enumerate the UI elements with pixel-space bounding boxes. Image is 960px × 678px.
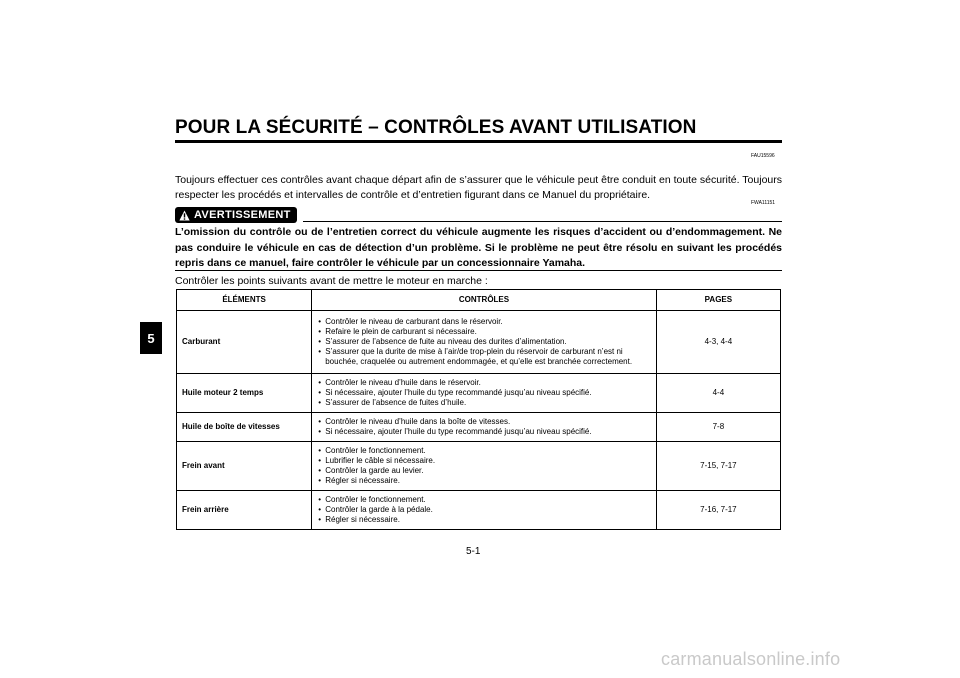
control-item: • Contrôler le niveau de carburant dans le réservoir. <box>318 317 652 327</box>
table-row <box>177 491 781 530</box>
control-item: • Contrôler le niveau d’huile dans le réservoir. <box>318 378 652 388</box>
row-controls <box>312 442 657 491</box>
checks-table <box>176 289 781 530</box>
watermark[interactable]: carmanualsonline.info <box>661 649 841 669</box>
control-item: • Contrôler le fonctionnement. <box>318 446 652 456</box>
control-item: • Contrôler la garde à la pédale. <box>318 505 652 515</box>
warning-header <box>175 207 782 223</box>
control-item: • S’assurer que la durite de mise à l’air/de trop-plein du réservoir de carburant n’est ni bouchée, craquelée ou autrement endommagée, et qu’elle est branchée correctement. <box>318 347 652 367</box>
row-controls <box>312 413 657 442</box>
table-row <box>177 442 781 491</box>
title-rule <box>175 140 782 143</box>
control-item: • Lubrifier le câble si nécessaire. <box>318 456 652 466</box>
control-item: • Contrôler la garde au levier. <box>318 466 652 476</box>
row-controls <box>312 374 657 413</box>
row-pages: 7-16, 7-17 <box>656 491 780 530</box>
row-pages: 4-3, 4-4 <box>656 311 780 374</box>
header-controls: CONTRÔLES <box>312 290 657 311</box>
warning-text: L’omission du contrôle ou de l’entretien correct du véhicule augmente les risques d’accident ou d’endommagement. Ne pas conduire le véhicule en cas de détection d’un problème. Si le problème ne peut être résolu en suivant les procédés repris dans ce manuel, faire contrôler le véhicule par un concessionnaire Yamaha. <box>175 226 782 269</box>
row-element: Frein arrière <box>177 491 312 530</box>
warning-rule <box>303 221 782 222</box>
control-item: • Si nécessaire, ajouter l’huile du type recommandé jusqu’au niveau spécifié. <box>318 388 652 398</box>
table-header-row <box>177 290 781 311</box>
warning-end-rule <box>175 270 782 271</box>
row-controls <box>312 311 657 374</box>
header-elements: ÉLÉMENTS <box>177 290 312 311</box>
page-number: 5-1 <box>466 546 481 557</box>
row-element: Huile moteur 2 temps <box>177 374 312 413</box>
page-title: POUR LA SÉCURITÉ – CONTRÔLES AVANT UTILISATION <box>175 117 697 138</box>
header-pages: PAGES <box>656 290 780 311</box>
intro-paragraph: Toujours effectuer ces contrôles avant chaque départ afin de s’assurer que le véhicule peut être conduit en toute sécurité. Toujours respecter les procédés et intervalles de contrôle et d’entretien figurant dans ce Manuel du propriétaire. <box>175 174 782 201</box>
row-element: Carburant <box>177 311 312 374</box>
row-controls <box>312 491 657 530</box>
row-element: Huile de boîte de vitesses <box>177 413 312 442</box>
warning-label: AVERTISSEMENT <box>194 209 291 221</box>
control-item: • Régler si nécessaire. <box>318 476 652 486</box>
control-item: • Contrôler le niveau d’huile dans la boîte de vitesses. <box>318 417 652 427</box>
row-pages: 4-4 <box>656 374 780 413</box>
table-intro: Contrôler les points suivants avant de mettre le moteur en marche : <box>175 275 488 287</box>
table-row <box>177 374 781 413</box>
control-item: • S’assurer de l’absence de fuite au niveau des durites d’alimentation. <box>318 337 652 347</box>
row-element: Frein avant <box>177 442 312 491</box>
warning-triangle-icon <box>179 210 190 221</box>
control-item: • Refaire le plein de carburant si nécessaire. <box>318 327 652 337</box>
warning-reference-code: FWA11151 <box>751 200 776 206</box>
table-row <box>177 413 781 442</box>
table-row <box>177 311 781 374</box>
row-pages: 7-15, 7-17 <box>656 442 780 491</box>
control-item: • S’assurer de l’absence de fuites d’huile. <box>318 398 652 408</box>
control-item: • Régler si nécessaire. <box>318 515 652 525</box>
warning-badge <box>175 207 297 223</box>
control-item: • Contrôler le fonctionnement. <box>318 495 652 505</box>
row-pages: 7-8 <box>656 413 780 442</box>
chapter-tab: 5 <box>140 322 162 354</box>
control-item: • Si nécessaire, ajouter l’huile du type recommandé jusqu’au niveau spécifié. <box>318 427 652 437</box>
reference-code: FAU15596 <box>751 153 775 159</box>
